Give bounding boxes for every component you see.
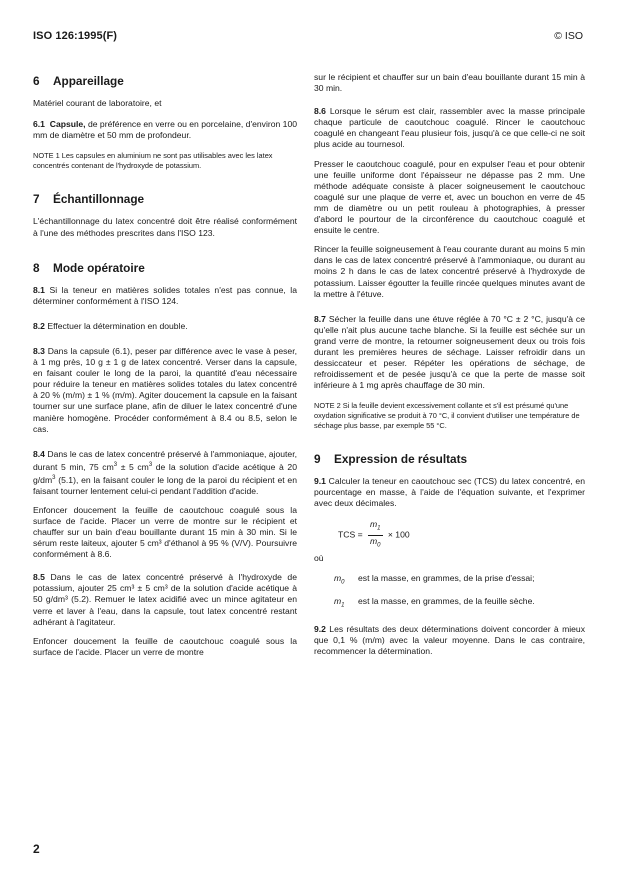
heading-section-9: 9 Expression de résultats bbox=[314, 452, 468, 467]
formula-fraction: $\frac{m_1}{m_0}$ bbox=[369, 519, 381, 549]
clause-8-4-p2: Enfoncer doucement la feuille de caoutchouc coagulé sous la surface de l'acide. Placer un verre de montre sur le récipient et chauffer sur un bain d'eau bouillante durant 15 min à 30 min. Si le sérum reste laiteux, ajouter 5 cm³ d'éthanol à 95 % (V/V). Poursuivre conformément à 8.6. bbox=[33, 504, 297, 560]
page-number: 2 bbox=[33, 842, 40, 856]
clause-8-1: 8.1 Si la teneur en matières solides totales n'est pas connue, la déterminer conformément à l'ISO 124. bbox=[33, 284, 297, 306]
clause-8-6: 8.6 Lorsque le sérum est clair, rassembler avec la masse principale chaque particule de caoutchouc coagulé. Rincer le caoutchouc coagulé en changeant l'eau plusieur fois, jusqu'à ce que celle-ci ne soit plus acide au tournesol. bbox=[314, 106, 585, 150]
clause-6-1: 6.1 Capsule, de préférence en verre ou en porcelaine, d'environ 100 mm de diamètre et 50 mm de profondeur. bbox=[33, 119, 298, 141]
note-2: NOTE 2 Si la feuille devient excessivement collante et s'il est présumé qu'une oxydation significative se produit à 70 °C, il convient d'utiliser une température de séchage plus basse, par exemple 55 °C. bbox=[314, 401, 580, 430]
clause-8-5: 8.5 Dans le cas de latex concentré préservé à l'hydroxyde de potassium, ajouter 25 cm³ ± 5 cm³ de la solution d'acide acétique à 50 g/dm³ (5.2). Remuer le latex acidifié avec un mince agitateur en verre et laver à l'eau, dans la capsule, tout latex concentré restant adhérant à l'agitateur. bbox=[33, 572, 297, 627]
clause-8-6-p3: Rincer la feuille soigneusement à l'eau courante durant au moins 5 min dans le cas de latex concentré préservé à l'ammoniaque, ou durant au moins 2 h dans le cas de latex concentré préservé à l'hydroxyde de potassium. Laisser égoutter la feuille rincée quelques minutes avant de la mettre à l'étuve. bbox=[314, 244, 585, 299]
clause-8-5-continued: sur le récipient et chauffer sur un bain d'eau bouillante durant 15 min à 30 min. bbox=[314, 72, 585, 94]
clause-8-2: 8.2 Effectuer la détermination en double. bbox=[33, 320, 188, 331]
left-column bbox=[33, 74, 297, 658]
ou-label: où bbox=[314, 553, 324, 564]
heading-section-7: 7 Échantillonnage bbox=[33, 192, 145, 207]
clause-8-6-p2: Presser le caoutchouc coagulé, pour en expulser l'eau et pour obtenir une feuille uniforme dont l'épaisseur ne dépasse pas 2 mm. Une méthode adéquate consiste à placer soigneusement le caoutchouc coagulé sur une plaque de verre et, avec un bouchon en verre de 45 mm de diamètre ou un petit rouleau à photographies, à presser d'abord le pourtour de la circonférence du caoutchouc coagulé et ensuite le centre. bbox=[314, 158, 585, 236]
s7-text: L'échantillonnage du latex concentré doit être réalisé conformément à l'une des méthodes prescrites dans l'ISO 123. bbox=[33, 216, 297, 238]
heading-section-6: 6 Appareillage bbox=[33, 74, 124, 88]
right-column bbox=[314, 74, 585, 657]
clause-9-1: 9.1 Calculer la teneur en caoutchouc sec (TCS) du latex concentré, en pourcentage en masse, à l'aide de l'équation suivante, et l'exprimer avec deux décimales. bbox=[314, 476, 585, 509]
clause-8-3: 8.3 Dans la capsule (6.1), peser par différence avec le vase à peser, à 1 mg près, 10 g ± 1 g de latex concentré. Verser dans la capsule, en faisant couler le long de la paroi, la quantité d'eau nécessaire pour réduire la teneur en matières solides totales du latex concentré à 20 % (m/m) ± 1 % (m/m). Agiter doucement la capsule en la faisant tourner sur une surface plane, afin de diluer le latex concentré d'une manière homogène. Procéder conformément à 8.4 ou 8.5, selon le cas. bbox=[33, 345, 297, 434]
clause-8-4: 8.4 Dans le cas de latex concentré préservé à l'ammoniaque, ajouter, durant 5 min, 75 $cm^3 \pm 5$ $cm^3$ de la solution d'acide acétique à 20 $g/dm^3$ (5.1), en la faisant couler le long de la paroi du récipient et en faisant tourner lentement celui-ci pendant l'addition d'acide. bbox=[33, 448, 297, 496]
clause-9-2: 9.2 Les résultats des deux déterminations doivent concorder à mieux que 0,1 % (m/m) avec la valeur moyenne. Dans le cas contraire, recommencer la détermination. bbox=[314, 624, 585, 657]
clause-8-5-p2: Enfoncer doucement la feuille de caoutchouc coagulé sous la surface de l'acide. Placer un verre de montre bbox=[33, 635, 297, 657]
definition-m0: $m_0$ est la masse, en grammes, de la prise d'essai; bbox=[334, 572, 535, 586]
heading-section-8: 8 Mode opératoire bbox=[33, 260, 145, 275]
s6-intro: Matériel courant de laboratoire, et bbox=[33, 98, 162, 108]
clause-8-7: 8.7 Sécher la feuille dans une étuve réglée à 70 °C ± 2 °C, jusqu'à ce qu'elle n'ait plus aucune tache blanche. Si la feuille est séchée sur un grand verre de montre, la retourner soigneusement deux ou trois fois durant les premières heures de séchage. Laisser refroidir dans un dessiccateur et peser. Répéter les opérations de séchage, de refroidissement et de pesée jusqu'à ce que la perte de masse soit inférieure à 1 mg après chauffage de 30 min. bbox=[314, 313, 585, 391]
document-code: ISO 126:1995(F) bbox=[33, 30, 118, 42]
tcs-formula: TCS = $\frac{m_1}{m_0}$ × 100 bbox=[314, 519, 585, 553]
definition-m1: $m_1$ est la masse, en grammes, de la feuille sèche. bbox=[334, 596, 535, 610]
note-1: NOTE 1 Les capsules en aluminium ne sont pas utilisables avec les latex concentrés contenant de l'hydroxyde de potassium. bbox=[33, 151, 273, 170]
copyright: © ISO bbox=[554, 30, 583, 42]
